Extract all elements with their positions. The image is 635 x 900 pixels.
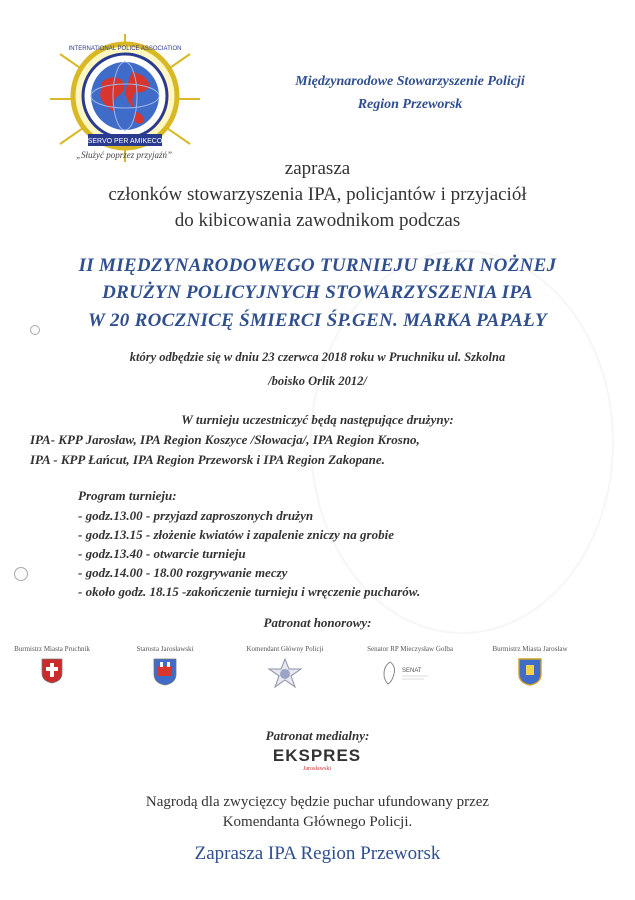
ekspres-logo-subtitle: Jarosławski [303, 766, 331, 772]
sponsor-name: Starosta Jarosławski [136, 645, 194, 653]
tournament-title-3: W 20 ROCZNICĘ ŚMIERCI ŚP.GEN. MARKA PAPAŁY [88, 310, 547, 331]
tournament-title-1: II MIĘDZYNARODOWEGO TURNIEJU PIŁKI NOŻNEJ [78, 255, 557, 276]
invitation-line-3: do kibicowania zawodnikom podczas [174, 210, 461, 231]
invitation-line-1: zaprasza [284, 158, 351, 179]
police-star-icon [267, 658, 303, 688]
organization-name: Międzynarodowe Stowarzyszenie Policji [295, 74, 525, 89]
organization-region: Region Przeworsk [357, 97, 463, 112]
sponsor-name: Burmistrz Miasta Pruchnik [14, 645, 90, 653]
program-item: - około godz. 18.15 -zakończenie turnieju i wręczenie pucharów. [78, 584, 421, 599]
senate-badge-text: SENAT [402, 668, 422, 674]
program-item: - godz.13.15 - złożenie kwiatów i zapalenie zniczy na grobie [78, 527, 394, 542]
invitation-line-2: członków stowarzyszenia IPA, policjantów i przyjaciół [108, 184, 527, 205]
teams-line-1: IPA- KPP Jarosław, IPA Region Koszyce /Słowacja/, IPA Region Krosno, [30, 432, 420, 447]
prize-line-1: Nagrodą dla zwycięzcy będzie puchar ufundowany przez [145, 794, 490, 810]
teams-line-2: IPA - KPP Łańcut, IPA Region Przeworsk i IPA Region Zakopane. [30, 452, 385, 467]
honorary-patronage-heading: Patronat honorowy: [263, 615, 372, 630]
ekspres-logo [267, 746, 367, 772]
jaroslaw-city-coat-of-arms-icon [518, 658, 542, 686]
sponsor-name: Komendant Główny Policji [246, 645, 324, 653]
logo-ribbon-text: SERVO PER AMIKECO [87, 138, 163, 145]
pruchnik-coat-of-arms-icon [41, 658, 63, 684]
event-date-location: który odbędzie się w dniu 23 czerwca 2018 roku w Pruchniku ul. Szkolna [129, 350, 506, 364]
prize-line-2: Komendanta Głównego Policji. [222, 814, 413, 830]
senate-eagle-logo [380, 658, 440, 688]
program-item: - godz.13.40 - otwarcie turnieju [78, 546, 246, 561]
event-venue: /boisko Orlik 2012/ [268, 374, 367, 388]
binder-hole [14, 567, 28, 581]
tournament-title-2: DRUŻYN POLICYJNYCH STOWARZYSZENIA IPA [102, 282, 533, 303]
ipa-logo [40, 34, 210, 164]
sponsor-senator-golba [360, 645, 460, 688]
sponsor-burmistrz-jaroslaw [480, 645, 580, 686]
logo-motto: „Służyć poprzez przyjaźń” [75, 150, 172, 160]
sponsor-komendant-glowny [235, 645, 335, 688]
footer-invitation: Zaprasza IPA Region Przeworsk [194, 843, 441, 864]
program-item: - godz.13.00 - przyjazd zaproszonych drużyn [78, 508, 314, 523]
program-heading: Program turnieju: [78, 488, 177, 503]
logo-ring-text: INTERNATIONAL POLICE ASSOCIATION [68, 46, 182, 52]
ekspres-logo-text: EKSPRES [272, 746, 362, 765]
binder-hole [30, 325, 40, 335]
sponsor-name: Senator RP Mieczysław Golba [367, 645, 453, 653]
sponsor-name: Burmistrz Miasta Jarosław [492, 645, 568, 653]
media-patronage-heading: Patronat medialny: [265, 728, 370, 743]
program-item: - godz.14.00 - 18.00 rozgrywanie meczy [78, 565, 288, 580]
sponsor-burmistrz-pruchnik [2, 645, 102, 684]
teams-heading: W turnieju uczestniczyć będą następujące drużyny: [181, 412, 454, 427]
jaroslaw-county-coat-of-arms-icon [153, 658, 177, 686]
sponsor-starosta-jaroslawski [115, 645, 215, 686]
